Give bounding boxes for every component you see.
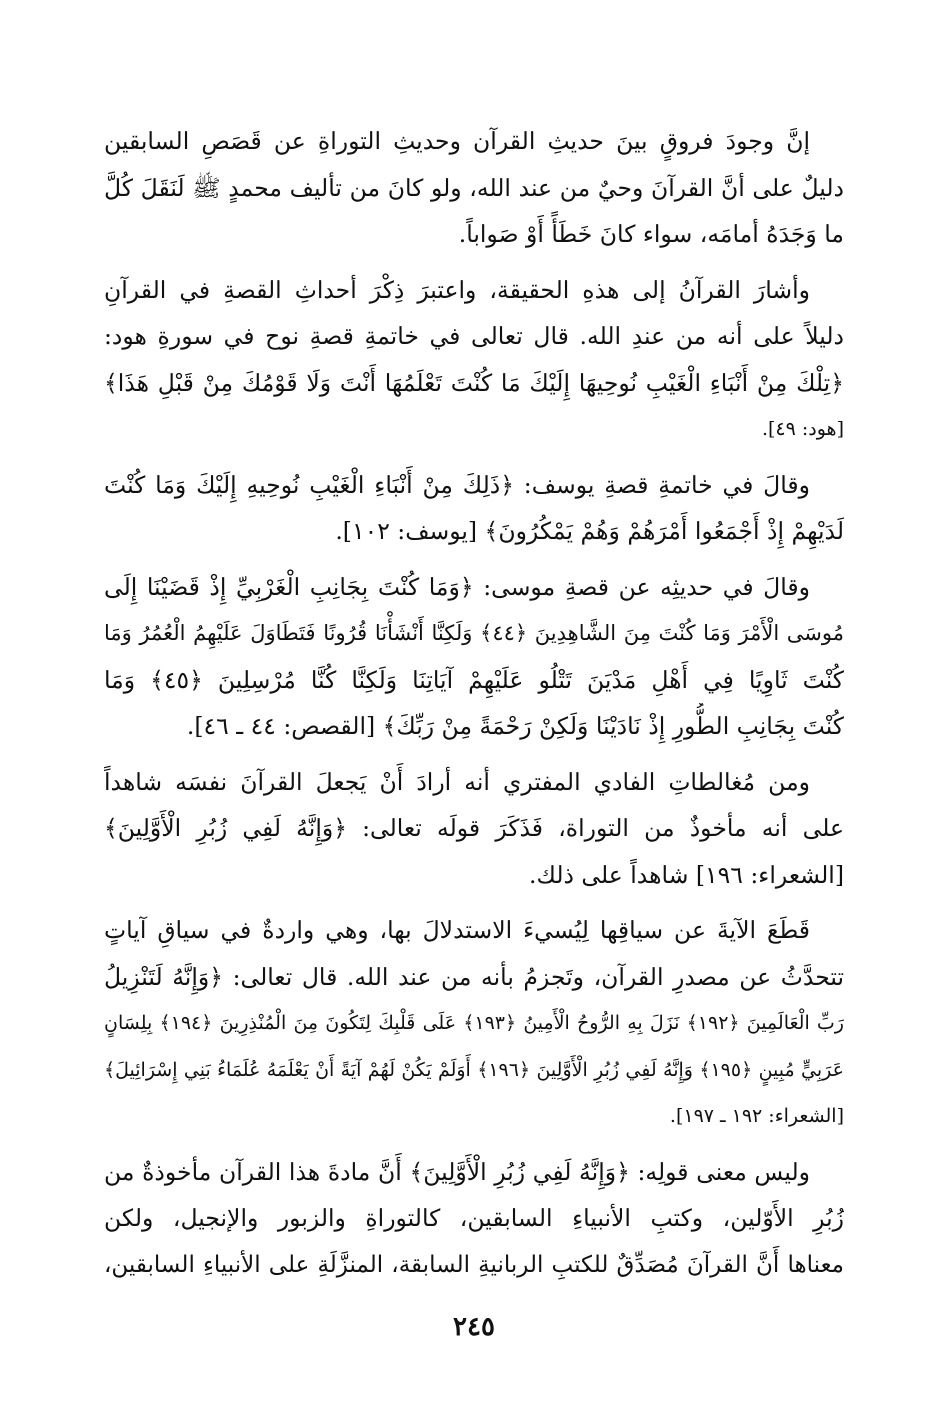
quran-verse-line: لَدَيْهِمْ إِذْ أَجْمَعُوا أَمْرَهُمْ وَهُمْ يَمْكُرُونَ﴾ [يوسف: ١٠٢].: [335, 517, 844, 545]
text-line: [الشعراء: ١٩٦] شاهداً على ذلك.: [529, 860, 844, 889]
paragraph-2: [104, 267, 844, 453]
text-line: معناها أَنَّ القرآنَ مُصَدِّقٌ للكتبِ الربانيةِ السابقة، المنزَّلَةِ على الأنبياءِ السابقين،: [104, 1251, 844, 1278]
verse-reference: [هود: ٤٩].: [761, 418, 844, 440]
page-number: ٢٤٥: [453, 1312, 495, 1342]
text-line: وأشارَ القرآنُ إلى هذهِ الحقيقة، واعتبرَ ذِكْرَ أحداثِ القصةِ في القرآنِ: [104, 275, 810, 304]
quran-verse-line: كُنْتَ بِجَانِبِ الطُّورِ إِذْ نَادَيْنَا وَلَكِنْ رَحْمَةً مِنْ رَبِّكَ﴾ [القصص: ٤٤ ـ ٤٦].: [186, 712, 844, 740]
text-line: ما وَجَدَهُ أمامَه، سواء كانَ خَطَأً أَوْ صَواباً.: [458, 220, 844, 248]
paragraph-5: [104, 759, 844, 899]
text-line: على أنه مأخوذٌ من التوراة، فَذَكَرَ قولَه تعالى: ﴿وَإِنَّهُ لَفِي زُبُرِ الْأَوَّلِينَ﴾: [104, 814, 844, 842]
quran-verse-line: ﴿تِلْكَ مِنْ أَنْبَاءِ الْغَيْبِ نُوحِيهَا إِلَيْكَ مَا كُنْتَ تَعْلَمُهَا أَنْتَ وَلَا قَوْمُكَ مِنْ قَبْلِ هَذَا﴾: [104, 368, 844, 397]
page-body: [104, 118, 844, 1297]
text-line: ومن مُغالطاتِ الفادي المفتري أنه أرادَ أَنْ يَجعلَ القرآنَ نفسَه شاهداً: [104, 767, 810, 796]
text-line: إنَّ وجودَ فروقٍ بينَ حديثِ القرآن وحديثِ التوراةِ عن قَصَصِ السابقين: [104, 127, 810, 155]
text-line: دليلاً على أنه من عندِ الله. قال تعالى في خاتمةِ قصةِ نوح في سورةِ هود:: [104, 322, 844, 350]
text-line: وقالَ في حديثِه عن قصةِ موسى: ﴿وَمَا كُنْتَ بِجَانِبِ الْغَرْبِيِّ إِذْ قَضَيْنَا إِلَى: [104, 572, 810, 601]
paragraph-6: [104, 907, 844, 1140]
text-line: زُبُرِ الأَوّلين، وكتبِ الأنبياءِ السابقين، كالتوراةِ والزبور والإنجيل، ولكن: [104, 1204, 844, 1232]
quran-verse-line: كُنْتَ ثَاوِيًا فِي أَهْلِ مَدْيَنَ تَتْلُو عَلَيْهِمْ آيَاتِنَا وَلَكِنَّا كُنَّا مُرْسِلِينَ ﴿٤٥﴾ وَمَا: [104, 665, 844, 694]
quran-verse-line: عَرَبِيٍّ مُبِينٍ ﴿١٩٥﴾ وَإِنَّهُ لَفِي زُبُرِ الْأَوَّلِينَ ﴿١٩٦﴾ أَوَلَمْ يَكُنْ لَهُمْ آيَةً أَنْ يَعْلَمَهُ عُلَمَاءُ بَنِي إِسْرَائِيلَ﴾: [104, 1058, 844, 1081]
verse-reference: [الشعراء: ١٩٢ ـ ١٩٧].: [669, 1105, 844, 1127]
text-line: دليلٌ على أنَّ القرآنَ وحيٌ من عند الله، ولو كانَ من تأليف محمدٍ ﷺ لَنَقَلَ كُلَّ: [104, 173, 844, 202]
text-line: قَطَعَ الآيةَ عن سياقِها لِيُسيءَ الاستدلالَ بها، وهي واردةٌ في سياقِ آياتٍ: [104, 916, 810, 944]
paragraph-1: [104, 118, 844, 258]
text-line: وليس معنى قولِه: ﴿وَإِنَّهُ لَفِي زُبُرِ الْأَوَّلِينَ﴾ أَنَّ مادةَ هذا القرآن مأخوذةٌ من: [104, 1157, 810, 1186]
paragraph-7: [104, 1149, 844, 1289]
text-line: تتحدَّثُ عن مصدرِ القرآن، وتَجزمُ بأنه من عند الله. قال تعالى: ﴿وَإِنَّهُ لَتَنْزِيلُ: [104, 962, 844, 991]
text-line: وقالَ في خاتمةِ قصةِ يوسف: ﴿ذَلِكَ مِنْ أَنْبَاءِ الْغَيْبِ نُوحِيهِ إِلَيْكَ وَمَا كُنْتَ: [104, 470, 810, 499]
paragraph-3: [104, 462, 844, 555]
quran-verse-line: رَبِّ الْعَالَمِينَ ﴿١٩٢﴾ نَزَلَ بِهِ الرُّوحُ الْأَمِينُ ﴿١٩٣﴾ عَلَى قَلْبِكَ لِتَكُونَ مِنَ الْمُنْذِرِينَ ﴿١٩٤﴾ بِلِسَانٍ: [104, 1012, 844, 1034]
quran-verse-line: مُوسَى الْأَمْرَ وَمَا كُنْتَ مِنَ الشَّاهِدِينَ ﴿٤٤﴾ وَلَكِنَّا أَنْشَأْنَا قُرُونًا فَتَطَاوَلَ عَلَيْهِمُ الْعُمُرُ وَمَا: [104, 621, 844, 645]
paragraph-4: [104, 564, 844, 750]
